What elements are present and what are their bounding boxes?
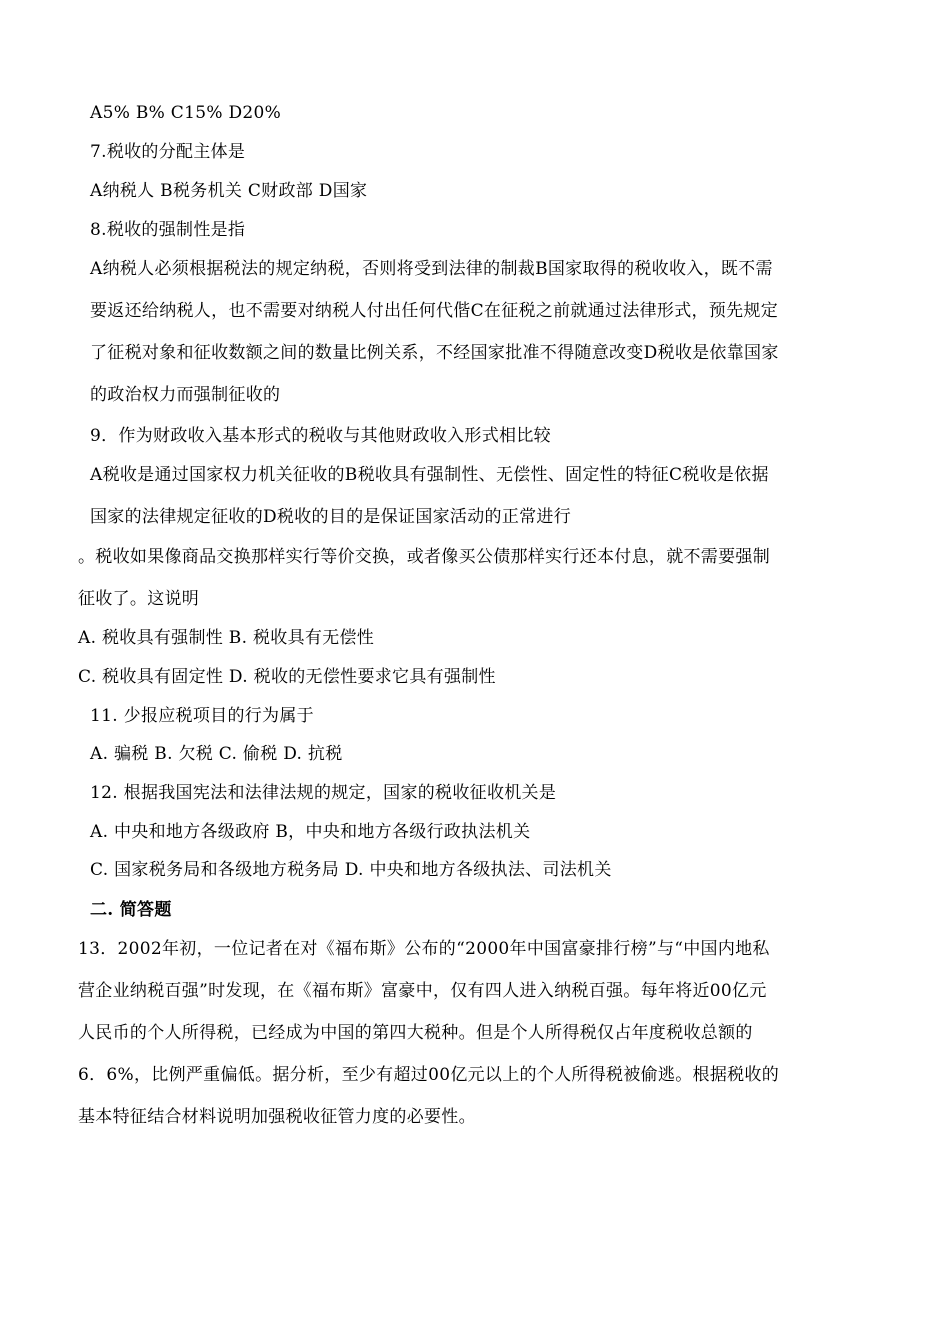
section-heading-short-answer: 二. 简答题 [90, 900, 172, 920]
q9-question: 9．作为财政收入基本形式的税收与其他财政收入形式相比较 [90, 426, 551, 446]
q12-options-line-1: A. 中央和地方各级政府 B，中央和地方各级行政执法机关 [90, 822, 531, 842]
q12-question: 12. 根据我国宪法和法律法规的规定，国家的税收征收机关是 [90, 783, 557, 803]
q13-text-line-5: 基本特征结合材料说明加强税收征管力度的必要性。 [78, 1107, 476, 1127]
q13-text-line-3: 人民币的个人所得税，已经成为中国的第四大税种。但是个人所得税仅占年度税收总额的 [78, 1023, 753, 1043]
q10-options-line-1: A. 税收具有强制性 B. 税收具有无偿性 [78, 628, 375, 648]
q13-text-line-2: 营企业纳税百强”时发现，在《福布斯》富豪中，仅有四人进入纳税百强。每年将近00亿元 [78, 981, 767, 1001]
q9-options-line-1: A税收是通过国家权力机关征收的B税收具有强制性、无偿性、固定性的特征C税收是依据 [90, 465, 769, 485]
q7-options: A纳税人 B税务机关 C财政部 D国家 [90, 181, 368, 201]
q8-options-line-2: 要返还给纳税人，也不需要对纳税人付出任何代偕C在征税之前就通过法律形式，预先规定 [90, 301, 779, 321]
q6-options: A5% B% C15% D20% [90, 103, 282, 123]
q8-question: 8.税收的强制性是指 [90, 220, 246, 240]
q11-options: A. 骗税 B. 欠税 C. 偷税 D. 抗税 [90, 744, 343, 764]
q13-text-line-1: 13．2002年初，一位记者在对《福布斯》公布的“2000年中国富豪排行榜”与“中国内地私 [78, 939, 770, 959]
q10-question-line-2: 征收了。这说明 [78, 589, 200, 609]
q10-options-line-2: C. 税收具有固定性 D. 税收的无偿性要求它具有强制性 [78, 667, 496, 687]
q11-question: 11. 少报应税项目的行为属于 [90, 706, 314, 726]
q7-question: 7.税收的分配主体是 [90, 142, 246, 162]
q8-options-line-3: 了征税对象和征收数额之间的数量比例关系，不经国家批准不得随意改变D税收是依靠国家 [90, 343, 779, 363]
q8-options-line-4: 的政治权力而强制征收的 [90, 385, 281, 405]
q10-question-line-1: 。税收如果像商品交换那样实行等价交换，或者像买公债那样实行还本付息，就不需要强制 [78, 547, 770, 567]
q9-options-line-2: 国家的法律规定征收的D税收的目的是保证国家活动的正常进行 [90, 507, 572, 527]
q8-options-line-1: A纳税人必须根据税法的规定纳税，否则将受到法律的制裁B国家取得的税收收入，既不需 [90, 259, 773, 279]
q13-text-line-4: 6．6%，比例严重偏低。据分析，至少有超过00亿元以上的个人所得税被偷逃。根据税收的 [78, 1065, 780, 1085]
q12-options-line-2: C. 国家税务局和各级地方税务局 D. 中央和地方各级执法、司法机关 [90, 860, 612, 880]
